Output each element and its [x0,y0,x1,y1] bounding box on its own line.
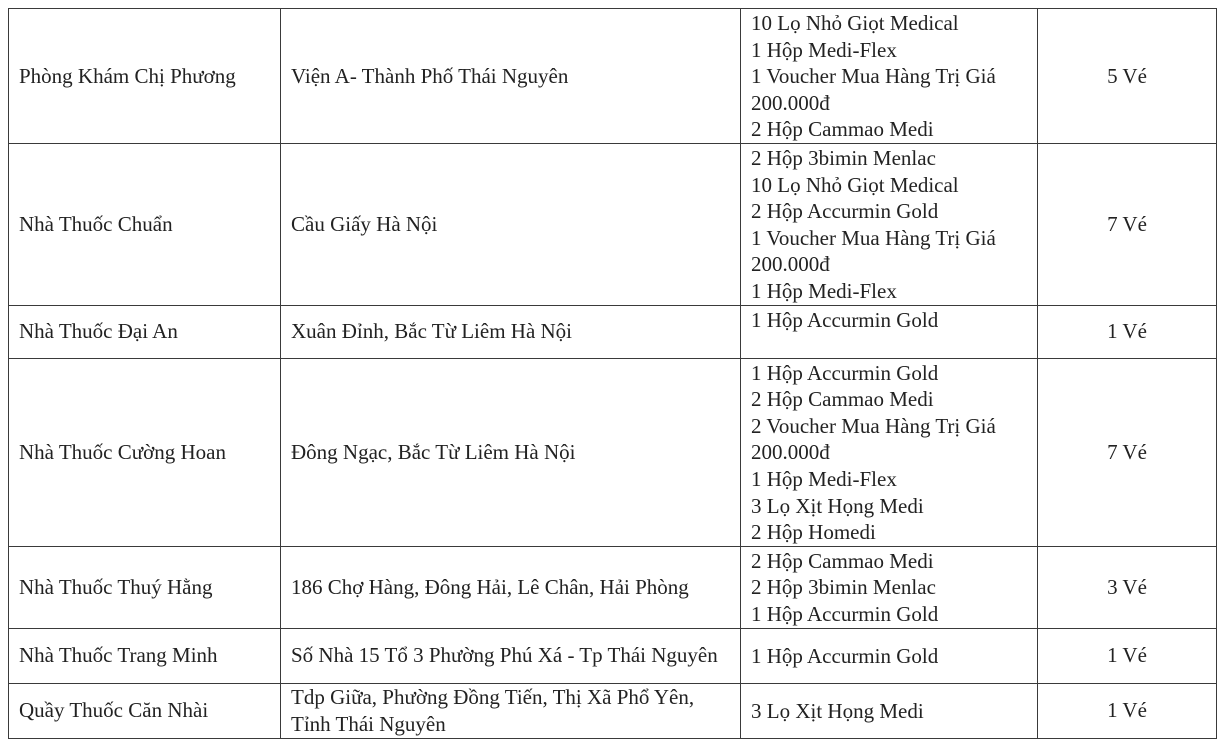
gift-item: 1 Hộp Accurmin Gold [751,643,939,668]
address-cell: Cầu Giấy Hà Nội [281,143,741,305]
store-name-cell: Nhà Thuốc Thuý Hằng [9,546,281,628]
gift-item: 2 Hộp Accurmin Gold [751,199,939,224]
gift-item: 3 Lọ Xịt Họng Medi [751,493,924,518]
table-row [9,305,1217,358]
table-row [9,9,1217,144]
address-cell: 186 Chợ Hàng, Đông Hải, Lê Chân, Hải Phòng [281,546,741,628]
table-row [9,546,1217,628]
gifts-cell [741,358,1038,546]
gift-item: 1 Hộp Accurmin Gold [751,601,939,626]
address-cell: Tdp Giữa, Phường Đồng Tiến, Thị Xã Phổ Yên, Tỉnh Thái Nguyên [281,683,741,738]
gift-item: 1 Voucher Mua Hàng Trị Giá 200.000đ [751,64,996,115]
gifts-cell [741,9,1038,144]
store-name-cell: Nhà Thuốc Trang Minh [9,628,281,683]
ticket-count-cell: 3 Vé [1038,546,1217,628]
gifts-cell [741,305,1038,358]
gifts-cell [741,683,1038,738]
gift-item: 1 Hộp Accurmin Gold [751,360,939,385]
store-name-cell: Nhà Thuốc Đại An [9,305,281,358]
prize-table [8,8,1217,739]
store-name-cell: Quầy Thuốc Căn Nhài [9,683,281,738]
gift-item: 1 Hộp Medi-Flex [751,37,897,62]
gift-item: 2 Hộp 3bimin Menlac [751,145,936,170]
gift-item: 1 Hộp Medi-Flex [751,278,897,303]
address-cell: Số Nhà 15 Tổ 3 Phường Phú Xá - Tp Thái Nguyên [281,628,741,683]
gift-item: 10 Lọ Nhỏ Giọt Medical [751,11,959,35]
table-row [9,358,1217,546]
gift-item: 10 Lọ Nhỏ Giọt Medical [751,172,959,197]
ticket-count-cell: 1 Vé [1038,305,1217,358]
store-name-cell: Phòng Khám Chị Phương [9,9,281,144]
gift-item: 1 Voucher Mua Hàng Trị Giá 200.000đ [751,225,996,277]
gift-item: 2 Hộp 3bimin Menlac [751,575,936,600]
store-name-cell: Nhà Thuốc Chuẩn [9,143,281,305]
gift-item: 2 Hộp Homedi [751,520,876,545]
gift-item: 3 Lọ Xịt Họng Medi [751,698,924,723]
table-row [9,683,1217,738]
ticket-count-cell: 1 Vé [1038,628,1217,683]
table-row [9,143,1217,305]
document-page [8,8,1217,739]
gifts-cell [741,628,1038,683]
gift-item: 2 Hộp Cammao Medi [751,387,934,412]
prize-table-body [9,9,1217,739]
address-cell: Xuân Đỉnh, Bắc Từ Liêm Hà Nội [281,305,741,358]
store-name-cell: Nhà Thuốc Cường Hoan [9,358,281,546]
gift-item: 1 Hộp Medi-Flex [751,466,897,491]
ticket-count-cell: 7 Vé [1038,143,1217,305]
gift-item: 2 Hộp Cammao Medi [751,548,934,573]
gift-item: 1 Hộp Accurmin Gold [751,307,939,332]
gift-item: 2 Hộp Cammao Medi [751,117,934,142]
address-cell: Đông Ngạc, Bắc Từ Liêm Hà Nội [281,358,741,546]
address-cell: Viện A- Thành Phố Thái Nguyên [281,9,741,144]
gifts-cell [741,546,1038,628]
ticket-count-cell: 5 Vé [1038,9,1217,144]
ticket-count-cell: 7 Vé [1038,358,1217,546]
gifts-cell [741,143,1038,305]
table-row [9,628,1217,683]
ticket-count-cell: 1 Vé [1038,683,1217,738]
gift-item: 2 Voucher Mua Hàng Trị Giá 200.000đ [751,413,996,465]
